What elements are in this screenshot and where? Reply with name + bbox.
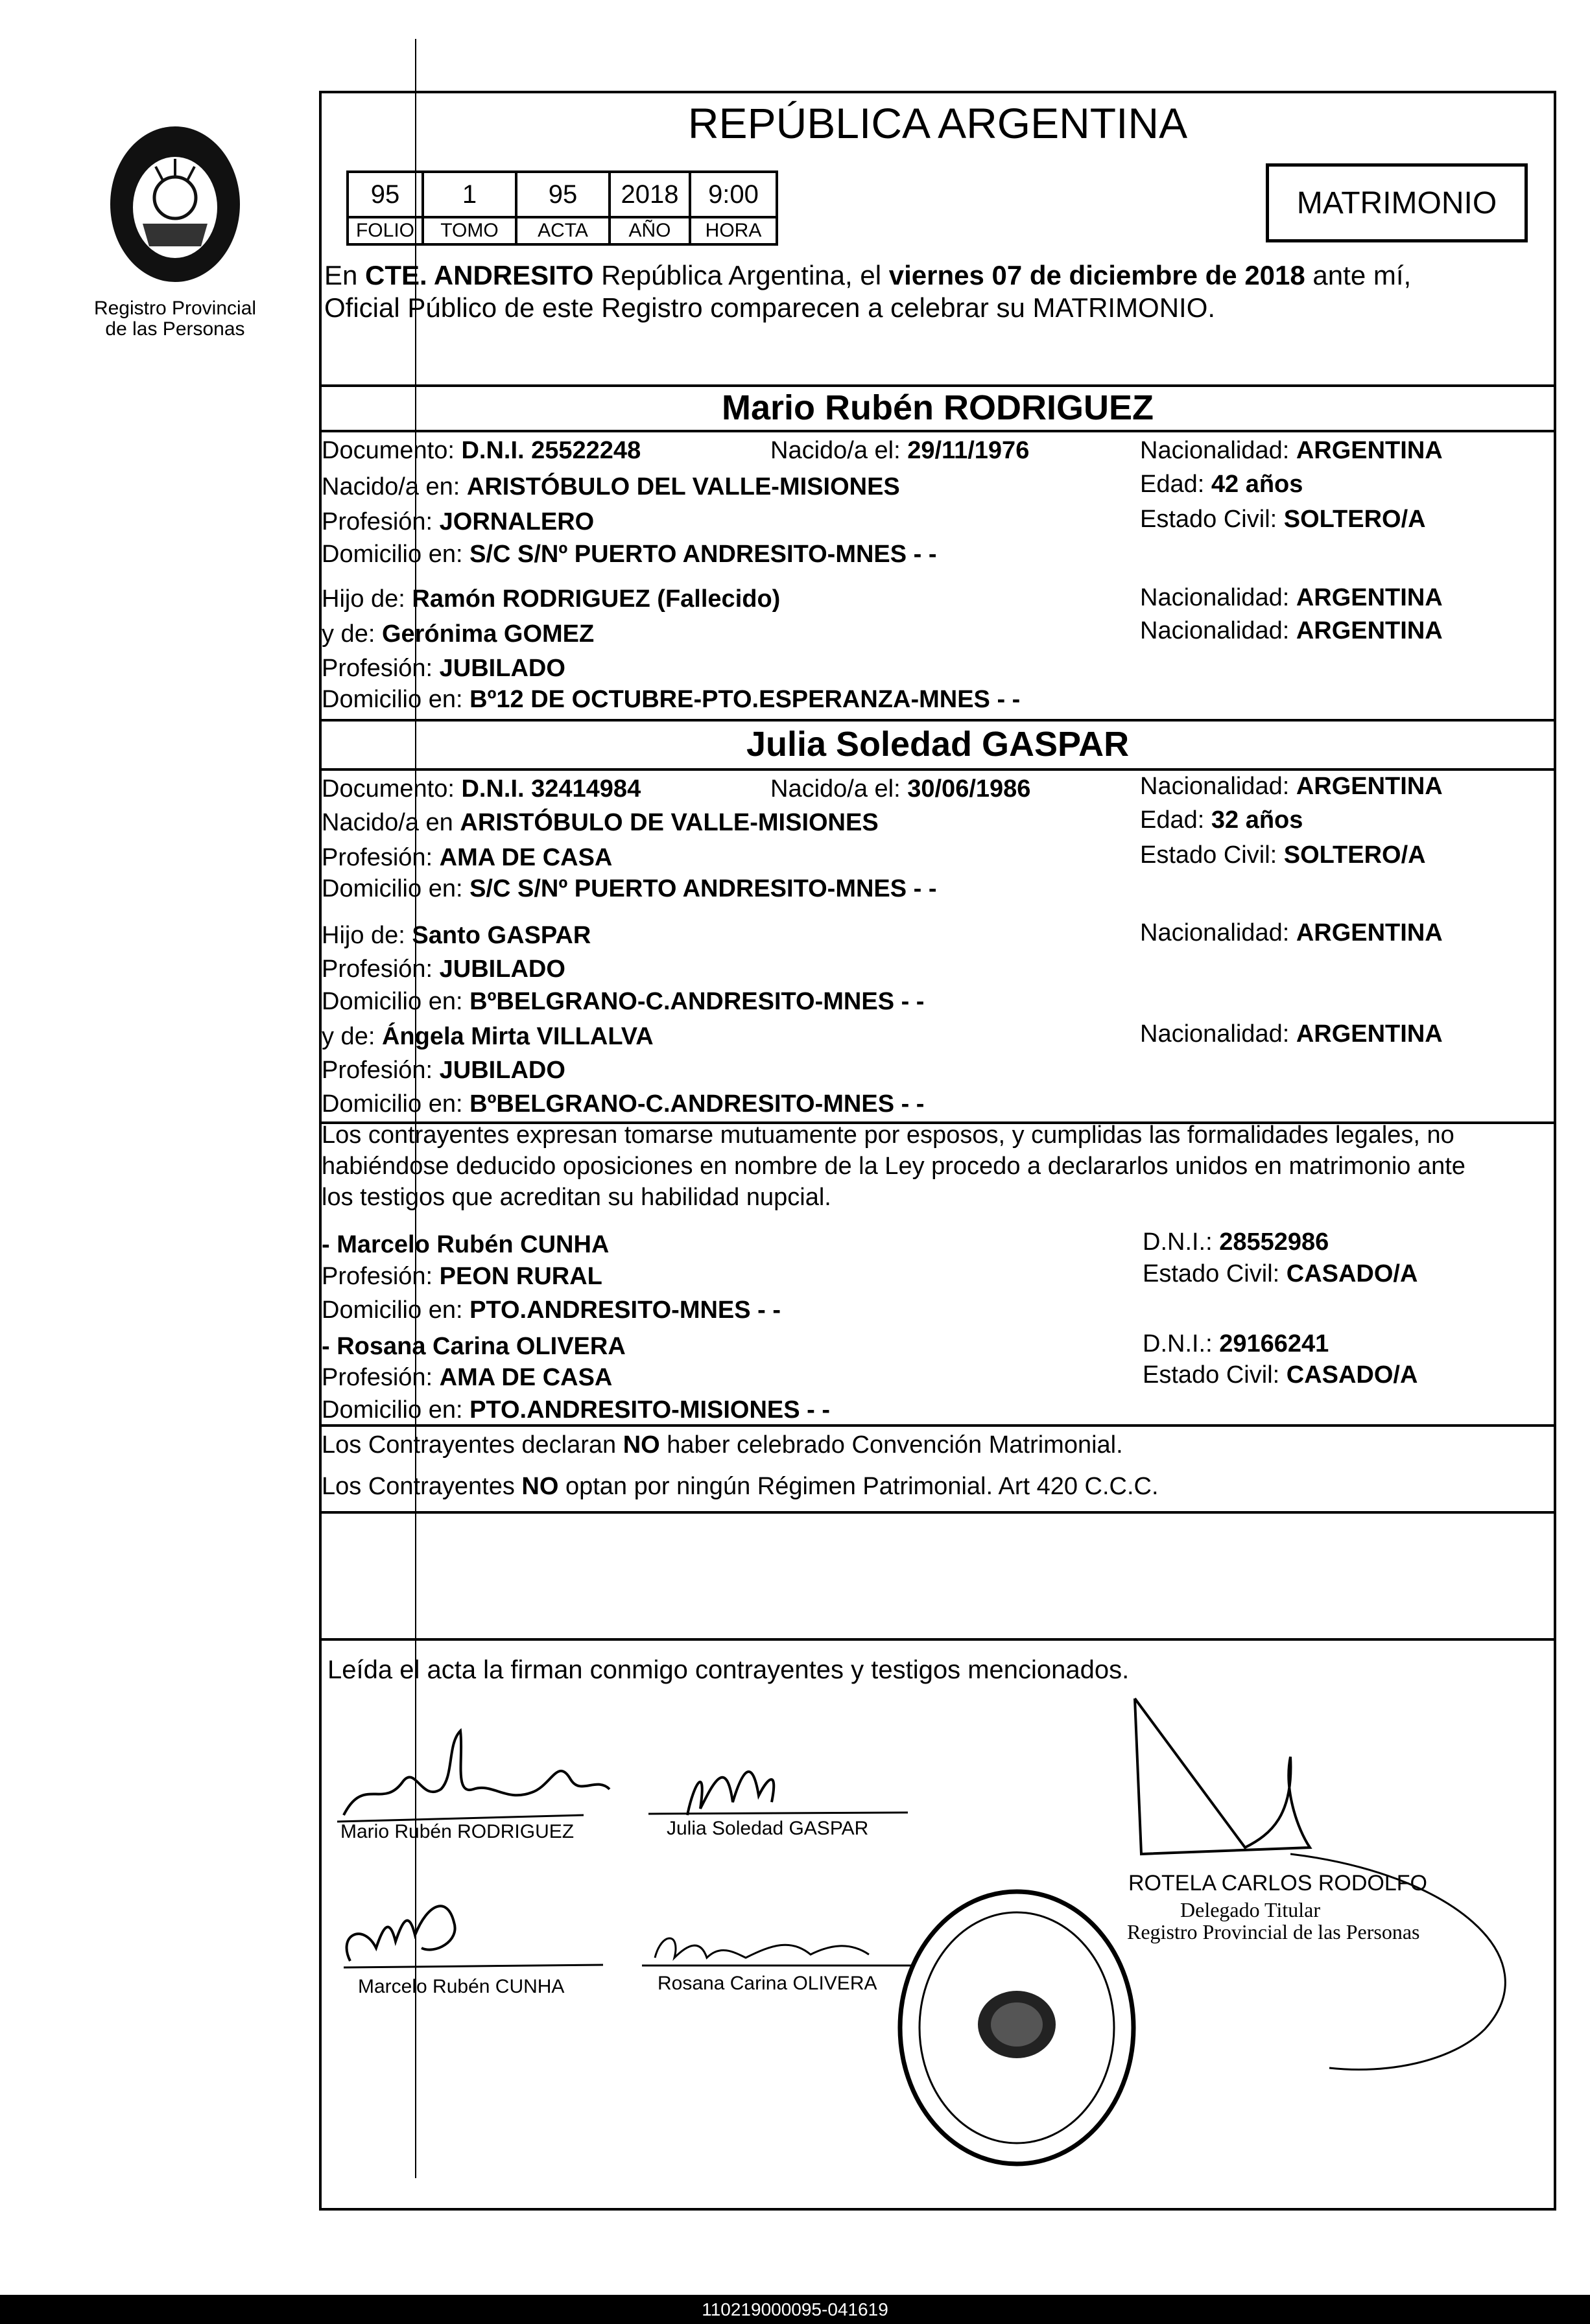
bride-mother-address bbox=[322, 1089, 924, 1119]
label: Profesión: bbox=[322, 1364, 440, 1391]
value: ARGENTINA bbox=[1296, 773, 1443, 800]
bride-document bbox=[322, 774, 641, 804]
official-title: Delegado Titular bbox=[1180, 1898, 1320, 1921]
value: ARGENTINA bbox=[1296, 617, 1443, 644]
label: Domicilio en: bbox=[322, 1090, 470, 1118]
witness-1-address bbox=[322, 1295, 781, 1325]
text: Los Contrayentes declaran bbox=[322, 1431, 623, 1459]
label: y de: bbox=[322, 620, 382, 648]
bride-name-header: Julia Soledad GASPAR bbox=[746, 725, 1130, 764]
label: Estado Civil: bbox=[1143, 1260, 1287, 1287]
divider bbox=[319, 1511, 1556, 1514]
groom-address bbox=[322, 539, 937, 569]
label: Nacionalidad: bbox=[1140, 584, 1296, 611]
groom-document bbox=[322, 436, 641, 465]
emphasis: NO bbox=[521, 1473, 559, 1500]
label: Profesión: bbox=[322, 956, 440, 983]
bride-father-nationality bbox=[1140, 918, 1443, 948]
page-title: REPÚBLICA ARGENTINA bbox=[687, 99, 1188, 147]
label: Edad: bbox=[1140, 471, 1211, 498]
witness-2-civil-status bbox=[1143, 1360, 1418, 1390]
divider bbox=[319, 1638, 1556, 1641]
label: Documento: bbox=[322, 775, 462, 803]
logo-caption bbox=[71, 298, 279, 340]
value: ARISTÓBULO DEL VALLE-MISIONES bbox=[466, 473, 900, 500]
bride-mother bbox=[322, 1022, 654, 1051]
acta-value: 95 bbox=[516, 172, 610, 217]
divider bbox=[319, 768, 1556, 771]
value: S/C S/Nº PUERTO ANDRESITO-MNES - - bbox=[469, 541, 937, 568]
bride-nationality bbox=[1140, 771, 1443, 801]
logo-caption-line-1: Registro Provincial bbox=[93, 298, 257, 319]
official-signature-arc bbox=[1290, 1848, 1537, 2081]
value: S/C S/Nº PUERTO ANDRESITO-MNES - - bbox=[469, 875, 937, 902]
value: JUBILADO bbox=[439, 1057, 565, 1084]
value: ARISTÓBULO DE VALLE-MISIONES bbox=[460, 809, 879, 836]
bride-father bbox=[322, 921, 591, 950]
bride-profession bbox=[322, 843, 612, 873]
label: Domicilio en: bbox=[322, 1297, 470, 1324]
label: Domicilio en: bbox=[322, 875, 470, 902]
label: Nacionalidad: bbox=[1140, 919, 1296, 946]
label: Documento: bbox=[322, 437, 462, 464]
witness-2-dni bbox=[1143, 1329, 1329, 1359]
value: JUBILADO bbox=[439, 956, 565, 983]
label: Estado Civil: bbox=[1143, 1361, 1287, 1389]
label: Profesión: bbox=[322, 844, 440, 871]
folio-value: 95 bbox=[348, 172, 423, 217]
bride-age bbox=[1140, 805, 1303, 835]
groom-mother-nationality bbox=[1140, 616, 1443, 646]
label: Nacido/a en bbox=[322, 809, 460, 836]
value: ARGENTINA bbox=[1296, 584, 1443, 611]
witness-2-name: - Rosana Carina OLIVERA bbox=[322, 1333, 626, 1360]
groom-parents-profession bbox=[322, 653, 565, 683]
bride-mother-nationality bbox=[1140, 1019, 1443, 1049]
registry-logo bbox=[78, 120, 272, 301]
value: D.N.I. 32414984 bbox=[461, 775, 641, 803]
bride-birthdate bbox=[770, 774, 1030, 804]
hour-label: HORA bbox=[690, 217, 777, 244]
label: Domicilio en: bbox=[322, 988, 470, 1015]
label: D.N.I.: bbox=[1143, 1228, 1220, 1256]
label: y de: bbox=[322, 1023, 382, 1050]
label: Estado Civil: bbox=[1140, 506, 1284, 533]
value: D.N.I. 25522248 bbox=[461, 437, 641, 464]
label: Nacionalidad: bbox=[1140, 437, 1296, 464]
witness-1-civil-status bbox=[1143, 1259, 1418, 1289]
label: Domicilio en: bbox=[322, 686, 470, 713]
bride-civil-status bbox=[1140, 840, 1426, 870]
signature-label-witness-2: Rosana Carina OLIVERA bbox=[658, 1973, 877, 1994]
value: JORNALERO bbox=[439, 508, 595, 535]
value: CASADO/A bbox=[1286, 1260, 1418, 1287]
signature-label-bride: Julia Soledad GASPAR bbox=[667, 1818, 869, 1839]
value: 32 años bbox=[1211, 806, 1303, 834]
groom-birthplace bbox=[322, 472, 900, 502]
intro-text: ante mí, bbox=[1305, 260, 1412, 290]
label: Hijo de: bbox=[322, 922, 412, 949]
label: Edad: bbox=[1140, 806, 1211, 834]
groom-nationality bbox=[1140, 436, 1443, 465]
value: SOLTERO/A bbox=[1283, 506, 1426, 533]
label: Estado Civil: bbox=[1140, 841, 1284, 869]
signature-label-groom: Mario Rubén RODRIGUEZ bbox=[340, 1821, 575, 1842]
intro-line-1 bbox=[324, 261, 1411, 290]
text: optan por ningún Régimen Patrimonial. Art 420 C.C.C. bbox=[558, 1473, 1159, 1500]
value: PTO.ANDRESITO-MNES - - bbox=[469, 1297, 781, 1324]
signature-witness-2 bbox=[642, 1919, 914, 1977]
act-reference-table bbox=[346, 170, 778, 246]
tomo-value: 1 bbox=[423, 172, 516, 217]
bride-birthplace bbox=[322, 808, 879, 838]
value: ARGENTINA bbox=[1296, 919, 1443, 946]
groom-profession bbox=[322, 507, 594, 537]
label: Nacionalidad: bbox=[1140, 773, 1296, 800]
witness-1-profession bbox=[322, 1262, 602, 1291]
groom-civil-status bbox=[1140, 504, 1426, 534]
witness-2-address bbox=[322, 1395, 830, 1425]
value: CASADO/A bbox=[1286, 1361, 1418, 1389]
value: AMA DE CASA bbox=[439, 1364, 613, 1391]
year-label: AÑO bbox=[610, 217, 690, 244]
value: 28552986 bbox=[1219, 1228, 1329, 1256]
bride-mother-profession bbox=[322, 1055, 565, 1085]
declaration-line-3: los testigos que acreditan su habilidad nupcial. bbox=[322, 1184, 831, 1211]
text: Los Contrayentes bbox=[322, 1473, 522, 1500]
value: Gerónima GOMEZ bbox=[381, 620, 595, 648]
label: Hijo de: bbox=[322, 585, 412, 613]
groom-mother bbox=[322, 619, 594, 649]
intro-date: viernes 07 de diciembre de 2018 bbox=[888, 260, 1305, 290]
value: Ángela Mirta VILLALVA bbox=[381, 1023, 654, 1050]
value: JUBILADO bbox=[439, 655, 565, 682]
text: haber celebrado Convención Matrimonial. bbox=[659, 1431, 1123, 1459]
label: Nacido/a en: bbox=[322, 473, 467, 500]
signature-bride bbox=[648, 1744, 908, 1828]
label: Domicilio en: bbox=[322, 541, 470, 568]
label: Nacionalidad: bbox=[1140, 1020, 1296, 1048]
intro-place: CTE. ANDRESITO bbox=[365, 260, 594, 290]
value: 29/11/1976 bbox=[907, 437, 1030, 464]
value: 30/06/1986 bbox=[907, 775, 1031, 803]
value: SOLTERO/A bbox=[1283, 841, 1426, 869]
emphasis: NO bbox=[623, 1431, 660, 1459]
divider bbox=[319, 384, 1556, 387]
value: Bº12 DE OCTUBRE-PTO.ESPERANZA-MNES - - bbox=[469, 686, 1021, 713]
act-type-box bbox=[1266, 163, 1528, 242]
label: Nacionalidad: bbox=[1140, 617, 1296, 644]
bride-address bbox=[322, 874, 937, 904]
witness-2-profession bbox=[322, 1363, 612, 1392]
label: Profesión: bbox=[322, 1057, 440, 1084]
divider bbox=[319, 430, 1556, 432]
tomo-label: TOMO bbox=[423, 217, 516, 244]
witness-1-name: - Marcelo Rubén CUNHA bbox=[322, 1231, 610, 1258]
value: Santo GASPAR bbox=[412, 922, 591, 949]
groom-name-header: Mario Rubén RODRIGUEZ bbox=[721, 388, 1154, 427]
label: Nacido/a el: bbox=[770, 775, 908, 803]
signature-label-witness-1: Marcelo Rubén CUNHA bbox=[358, 1976, 565, 1997]
intro-text: República Argentina, el bbox=[593, 260, 889, 290]
bride-father-address bbox=[322, 987, 924, 1016]
bride-father-profession bbox=[322, 954, 565, 984]
value: 29166241 bbox=[1219, 1330, 1329, 1357]
signature-witness-1 bbox=[324, 1883, 610, 1980]
signature-groom bbox=[324, 1718, 635, 1835]
value: Ramón RODRIGUEZ (Fallecido) bbox=[412, 585, 781, 613]
regime-line-2 bbox=[322, 1472, 1159, 1501]
folio-label: FOLIO bbox=[348, 217, 423, 244]
logo-caption-line-2: de las Personas bbox=[105, 318, 245, 340]
label: Profesión: bbox=[322, 655, 440, 682]
footer-id-bar: 110219000095-041619 bbox=[0, 2295, 1590, 2324]
declaration-line-1: Los contrayentes expresan tomarse mutuamente por esposos, y cumplidas las formalidades legales, no bbox=[322, 1121, 1454, 1149]
value: 42 años bbox=[1211, 471, 1303, 498]
acta-label: ACTA bbox=[516, 217, 610, 244]
official-organization: Registro Provincial de las Personas bbox=[1127, 1920, 1420, 1943]
label: D.N.I.: bbox=[1143, 1330, 1220, 1357]
intro-line-2: Oficial Público de este Registro comparecen a celebrar su MATRIMONIO. bbox=[324, 292, 1216, 323]
declaration-line-2: habiéndose deducido oposiciones en nombre de la Ley procedo a declararlos unidos en matrimonio ante bbox=[322, 1153, 1465, 1180]
label: Profesión: bbox=[322, 1263, 440, 1290]
groom-parents-address bbox=[322, 685, 1020, 714]
value: BºBELGRANO-C.ANDRESITO-MNES - - bbox=[469, 988, 925, 1015]
hour-value: 9:00 bbox=[690, 172, 777, 217]
label: Profesión: bbox=[322, 508, 440, 535]
closing-statement: Leída el acta la firman conmigo contrayentes y testigos mencionados. bbox=[327, 1656, 1130, 1684]
intro-text: En bbox=[324, 260, 366, 290]
groom-age bbox=[1140, 469, 1303, 499]
regime-line-1 bbox=[322, 1430, 1123, 1460]
groom-birthdate bbox=[770, 436, 1029, 465]
groom-father-nationality bbox=[1140, 583, 1443, 613]
witness-1-dni bbox=[1143, 1227, 1329, 1257]
value: BºBELGRANO-C.ANDRESITO-MNES - - bbox=[469, 1090, 925, 1118]
label: Nacido/a el: bbox=[770, 437, 908, 464]
value: AMA DE CASA bbox=[439, 844, 613, 871]
divider bbox=[319, 719, 1556, 722]
value: PTO.ANDRESITO-MISIONES - - bbox=[469, 1396, 831, 1424]
groom-father bbox=[322, 584, 780, 614]
act-type: MATRIMONIO bbox=[1296, 185, 1497, 220]
value: PEON RURAL bbox=[439, 1263, 602, 1290]
year-value: 2018 bbox=[610, 172, 690, 217]
official-stamp bbox=[894, 1885, 1140, 2170]
label: Domicilio en: bbox=[322, 1396, 470, 1424]
value: ARGENTINA bbox=[1296, 1020, 1443, 1048]
value: ARGENTINA bbox=[1296, 437, 1443, 464]
official-name: ROTELA CARLOS RODOLFO bbox=[1128, 1871, 1427, 1896]
